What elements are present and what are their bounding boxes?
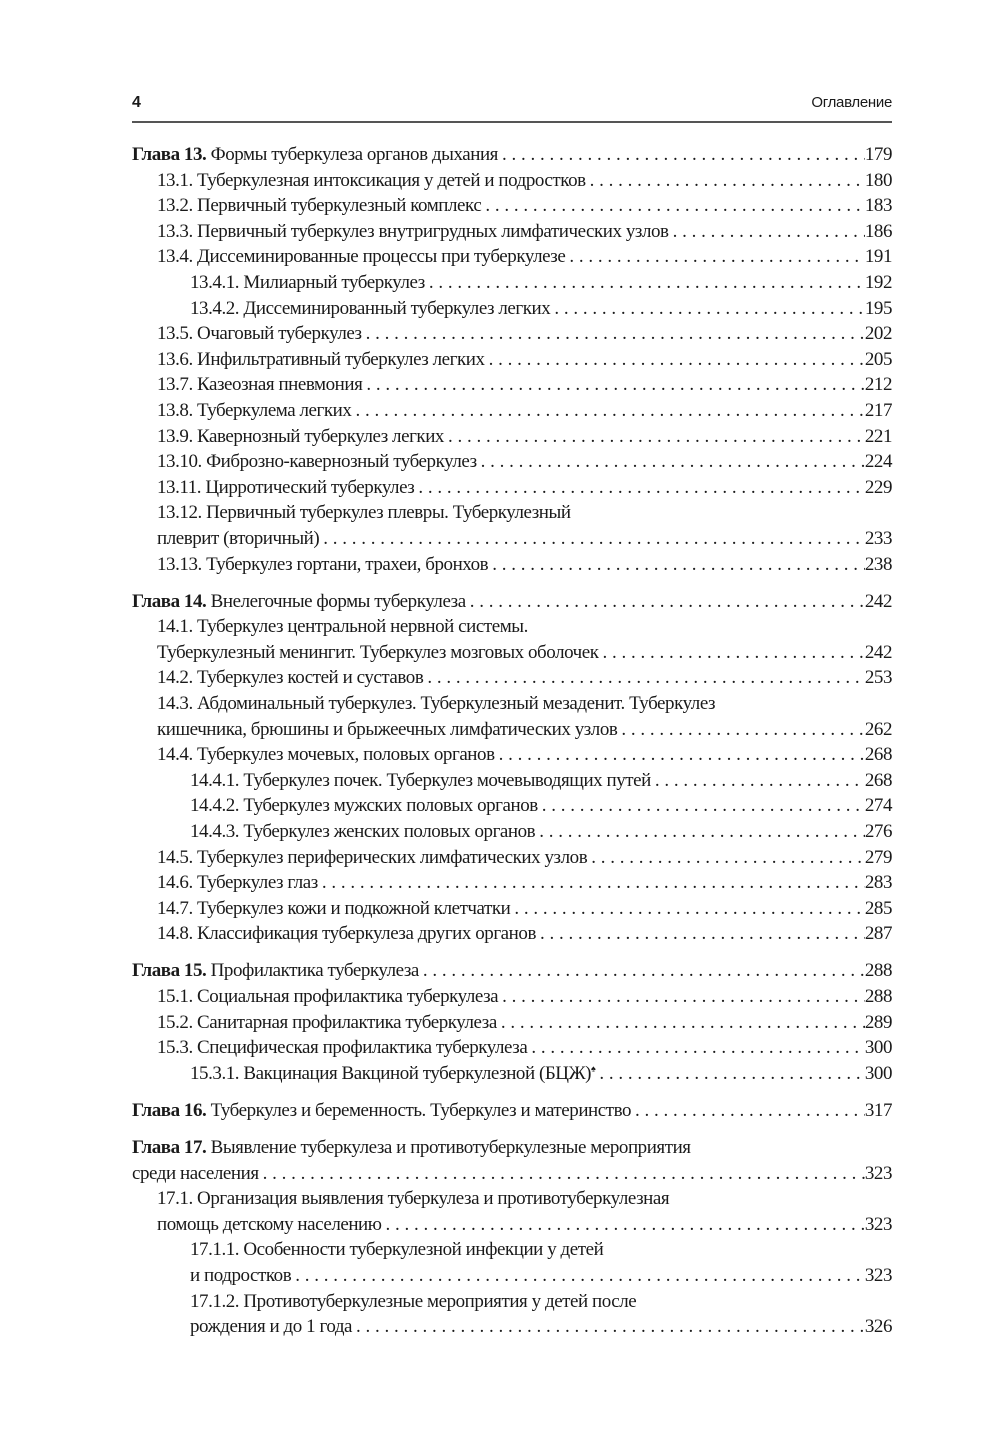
- entry-text: среди населения: [132, 1162, 259, 1184]
- toc-line: [132, 552, 892, 578]
- page-number: 205: [864, 348, 892, 370]
- page-number: 217: [864, 399, 892, 421]
- entry-title: [157, 372, 362, 398]
- page-number: 300: [864, 1062, 892, 1084]
- toc-line: [132, 526, 892, 552]
- entry-text: Внелегочные формы туберкулеза: [210, 590, 466, 612]
- toc-section[interactable]: [132, 984, 892, 1010]
- entry-title: [157, 449, 477, 475]
- entry-title: [190, 768, 651, 794]
- entry-text: 14.2. Туберкулез костей и суставов: [157, 667, 424, 689]
- toc-section[interactable]: [132, 870, 892, 896]
- dot-leader: [481, 193, 865, 219]
- toc-section[interactable]: [132, 552, 892, 578]
- entry-title: [157, 500, 571, 526]
- entry-title: [157, 168, 586, 194]
- entry-title: [157, 640, 599, 666]
- page-number: 276: [864, 820, 892, 842]
- toc-line: [132, 500, 892, 526]
- entry-title: [157, 1035, 527, 1061]
- toc-section[interactable]: [132, 1237, 892, 1288]
- dot-leader: [565, 244, 864, 270]
- toc-line: [132, 1212, 892, 1238]
- toc-section[interactable]: [132, 296, 892, 322]
- toc-section[interactable]: [132, 475, 892, 501]
- entry-title: [157, 321, 362, 347]
- toc-line: [132, 321, 892, 347]
- page-number: 300: [864, 1037, 892, 1059]
- entry-text: 13.6. Инфильтративный туберкулез легких: [157, 348, 485, 370]
- entry-title: [190, 270, 425, 296]
- toc-chapter[interactable]: [132, 589, 892, 615]
- entry-title: [190, 1314, 352, 1340]
- entry-title: [157, 244, 565, 270]
- toc-line: [132, 958, 892, 984]
- entry-title: [190, 1237, 603, 1263]
- entry-text: 13.4. Диссеминированные процессы при туберкулезе: [157, 246, 566, 268]
- entry-title: [190, 819, 535, 845]
- toc-section[interactable]: [132, 219, 892, 245]
- dot-leader: [488, 552, 865, 578]
- page-number: 285: [864, 897, 892, 919]
- entry-text: 14.4.3. Туберкулез женских половых органов: [190, 820, 536, 842]
- entry-text: 13.12. Первичный туберкулез плевры. Туберкулезный: [157, 502, 571, 524]
- page-number: 253: [864, 667, 892, 689]
- page-number: 323: [864, 1213, 892, 1235]
- entry-title: [157, 347, 485, 373]
- dot-leader: [425, 270, 865, 296]
- page-number: 323: [864, 1162, 892, 1184]
- dot-leader: [617, 717, 864, 743]
- entry-text: 14.4.1. Туберкулез почек. Туберкулез мочевыводящих путей: [190, 769, 651, 791]
- entry-title: [132, 1161, 259, 1187]
- dot-leader: [536, 921, 865, 947]
- page-number: 238: [864, 553, 892, 575]
- header-rule: [132, 121, 892, 123]
- page-number: 242: [864, 641, 892, 663]
- toc-section[interactable]: [132, 321, 892, 347]
- toc-section[interactable]: [132, 1035, 892, 1061]
- toc-line: [132, 742, 892, 768]
- entry-text: 14.6. Туберкулез глаз: [157, 872, 318, 894]
- dot-leader: [351, 398, 864, 424]
- toc-line: [132, 1135, 892, 1161]
- entry-title: [157, 424, 444, 450]
- toc-section[interactable]: [132, 1289, 892, 1340]
- entry-title: [157, 398, 351, 424]
- dot-leader: [419, 958, 865, 984]
- entry-title: [157, 526, 319, 552]
- page-number: 242: [864, 590, 892, 612]
- dot-leader: [291, 1263, 865, 1289]
- entry-text: 14.7. Туберкулез кожи и подкожной клетчатки: [157, 897, 511, 919]
- dot-leader: [498, 142, 865, 168]
- entry-text: 14.8. Классификация туберкулеза других органов: [157, 923, 536, 945]
- entry-text: 13.10. Фиброзно-кавернозный туберкулез: [157, 451, 477, 473]
- toc-line: [132, 1061, 892, 1087]
- page-number: 221: [864, 425, 892, 447]
- entry-title: [157, 896, 510, 922]
- page-number: 233: [864, 527, 892, 549]
- dot-leader: [414, 475, 864, 501]
- entry-title: [157, 193, 481, 219]
- toc-section[interactable]: [132, 168, 892, 194]
- dot-leader: [362, 372, 864, 398]
- dot-leader: [586, 168, 865, 194]
- toc-line: [132, 398, 892, 424]
- toc-section[interactable]: [132, 921, 892, 947]
- toc-line: [132, 1010, 892, 1036]
- dot-leader: [498, 984, 865, 1010]
- toc-line: [132, 793, 892, 819]
- entry-text: 17.1. Организация выявления туберкулеза и противотуберкулезная: [157, 1188, 670, 1210]
- entry-text: 14.4. Туберкулез мочевых, половых органов: [157, 744, 495, 766]
- entry-title: [190, 1263, 291, 1289]
- dot-leader: [497, 1010, 865, 1036]
- dot-leader: [587, 845, 865, 871]
- entry-text: 15.2. Санитарная профилактика туберкулеза: [157, 1011, 497, 1033]
- chapter-label: Глава 13.: [132, 144, 207, 165]
- page-number: 183: [864, 195, 892, 217]
- dot-leader: [318, 870, 865, 896]
- toc-line: [132, 870, 892, 896]
- entry-text: 14.1. Туберкулез центральной нервной системы.: [157, 616, 528, 638]
- toc-line: [132, 219, 892, 245]
- toc-line: [132, 640, 892, 666]
- toc-section[interactable]: [132, 793, 892, 819]
- toc-section[interactable]: [132, 691, 892, 742]
- toc-section[interactable]: [132, 845, 892, 871]
- entry-text: 13.4.2. Диссеминированный туберкулез легких: [190, 297, 551, 319]
- entry-text: Формы туберкулеза органов дыхания: [210, 144, 498, 165]
- toc-line: [132, 193, 892, 219]
- toc-line: [132, 449, 892, 475]
- toc-chapter[interactable]: [132, 142, 892, 168]
- dot-leader: [527, 1035, 865, 1061]
- toc-section[interactable]: [132, 244, 892, 270]
- toc-line: [132, 1263, 892, 1289]
- entry-text: 14.5. Туберкулез периферических лимфатических узлов: [157, 846, 588, 868]
- entry-text: 13.8. Туберкулема легких: [157, 399, 352, 421]
- page-number: 283: [864, 872, 892, 894]
- entry-title: [157, 552, 488, 578]
- entry-title: [157, 870, 318, 896]
- entry-title: [157, 1186, 669, 1212]
- dot-leader: [535, 819, 865, 845]
- entry-text: Выявление туберкулеза и противотуберкулезные мероприятия: [210, 1136, 691, 1158]
- toc-section[interactable]: [132, 347, 892, 373]
- entry-title: [190, 296, 550, 322]
- entry-text: 13.2. Первичный туберкулезный комплекс: [157, 195, 482, 217]
- toc-line: [132, 921, 892, 947]
- entry-text: Туберкулез и беременность. Туберкулез и материнство: [210, 1099, 632, 1121]
- toc-section[interactable]: [132, 424, 892, 450]
- chapter-label: Глава 14.: [132, 590, 207, 612]
- toc-line: [132, 347, 892, 373]
- entry-text: рождения и до 1 года: [190, 1316, 353, 1338]
- entry-text: Профилактика туберкулеза: [210, 960, 419, 982]
- chapter-label: Глава 16.: [132, 1099, 207, 1121]
- toc-line: [132, 1314, 892, 1340]
- toc-line: [132, 691, 892, 717]
- toc-line: [132, 589, 892, 615]
- dot-leader: [352, 1314, 865, 1340]
- dot-leader: [651, 768, 865, 794]
- entry-text: 13.13. Туберкулез гортани, трахеи, бронхов: [157, 553, 489, 575]
- entry-text: Туберкулезный менингит. Туберкулез мозговых оболочек: [157, 641, 599, 663]
- toc-section[interactable]: [132, 768, 892, 794]
- entry-title: [157, 845, 587, 871]
- toc-line: [132, 296, 892, 322]
- entry-text: и подростков: [190, 1264, 292, 1286]
- entry-text: 13.3. Первичный туберкулез внутригрудных лимфатических узлов: [157, 220, 669, 242]
- page-number: 4: [132, 94, 141, 111]
- page-number: 202: [864, 323, 892, 345]
- toc-line: [132, 819, 892, 845]
- toc-section[interactable]: [132, 1010, 892, 1036]
- toc-section[interactable]: [132, 193, 892, 219]
- dot-leader: [362, 321, 865, 347]
- toc-section[interactable]: [132, 398, 892, 424]
- toc-section[interactable]: [132, 500, 892, 551]
- entry-title: [157, 614, 528, 640]
- page-number: 192: [864, 271, 892, 293]
- entry-title: [132, 1135, 691, 1161]
- toc-line: [132, 1161, 892, 1187]
- entry-text: 13.1. Туберкулезная интоксикация у детей и подростков: [157, 169, 586, 191]
- page-number: 224: [864, 451, 892, 473]
- toc-line: [132, 424, 892, 450]
- entry-text: 17.1.2. Противотуберкулезные мероприятия у детей после: [190, 1290, 637, 1312]
- page-number: 279: [864, 846, 892, 868]
- page-number: 289: [864, 1011, 892, 1033]
- toc-line: [132, 1098, 892, 1124]
- dot-leader: [423, 665, 864, 691]
- entry-title: [132, 142, 498, 168]
- toc-section[interactable]: [132, 270, 892, 296]
- dot-leader: [550, 296, 865, 322]
- entry-title: [157, 984, 498, 1010]
- page-number: 288: [864, 986, 892, 1007]
- entry-text: 15.1. Социальная профилактика туберкулеза: [157, 986, 499, 1007]
- entry-title: [132, 1098, 631, 1124]
- entry-text: 13.9. Кавернозный туберкулез легких: [157, 425, 444, 447]
- footnote-mark: ♠: [591, 1063, 596, 1074]
- entry-text: 13.5. Очаговый туберкулез: [157, 323, 362, 345]
- entry-title: [190, 1061, 595, 1087]
- dot-leader: [477, 449, 865, 475]
- dot-leader: [466, 589, 865, 615]
- entry-text: 14.4.2. Туберкулез мужских половых органов: [190, 795, 538, 817]
- page-number: 191: [864, 246, 892, 268]
- page-number: 317: [864, 1099, 892, 1121]
- toc-line: [132, 984, 892, 1010]
- page-number: 180: [864, 169, 892, 191]
- page-number: 287: [864, 923, 892, 945]
- entry-text: 13.11. Цирротический туберкулез: [157, 476, 415, 498]
- entry-title: [157, 1010, 497, 1036]
- toc-line: [132, 244, 892, 270]
- toc-line: [132, 142, 892, 168]
- entry-title: [190, 793, 538, 819]
- page-number: 288: [864, 960, 892, 982]
- dot-leader: [382, 1212, 865, 1238]
- toc-line: [132, 768, 892, 794]
- toc-line: [132, 475, 892, 501]
- entry-title: [157, 921, 536, 947]
- toc-line: [132, 614, 892, 640]
- entry-text: 13.7. Казеозная пневмония: [157, 374, 363, 396]
- toc-section[interactable]: [132, 1186, 892, 1237]
- entry-title: [190, 1289, 636, 1315]
- entry-text: 14.3. Абдоминальный туберкулез. Туберкулезный мезаденит. Туберкулез: [157, 692, 716, 714]
- page-number: 274: [864, 795, 892, 817]
- page-number: 326: [864, 1316, 892, 1338]
- toc-section[interactable]: [132, 742, 892, 768]
- entry-title: [157, 219, 669, 245]
- toc-section[interactable]: [132, 614, 892, 665]
- page-number: 179: [864, 144, 892, 165]
- toc-chapter[interactable]: [132, 1098, 892, 1124]
- dot-leader: [259, 1161, 865, 1187]
- dot-leader: [485, 347, 865, 373]
- toc-section[interactable]: [132, 449, 892, 475]
- page-number: 212: [864, 374, 892, 396]
- dot-leader: [595, 1061, 864, 1087]
- toc-line: [132, 372, 892, 398]
- page-number: 323: [864, 1264, 892, 1286]
- entry-text: 13.4.1. Милиарный туберкулез: [190, 271, 425, 293]
- dot-leader: [599, 640, 865, 666]
- dot-leader: [319, 526, 865, 552]
- chapter-label: Глава 15.: [132, 960, 207, 982]
- toc-section[interactable]: [132, 665, 892, 691]
- toc-line: [132, 665, 892, 691]
- chapter-label: Глава 17.: [132, 1136, 207, 1158]
- entry-text: 17.1.1. Особенности туберкулезной инфекции у детей: [190, 1239, 604, 1261]
- dot-leader: [444, 424, 865, 450]
- entry-title: [157, 475, 414, 501]
- entry-text: 15.3.1. Вакцинация Вакциной туберкулезной (БЦЖ): [190, 1062, 592, 1084]
- entry-text: 15.3. Специфическая профилактика туберкулеза: [157, 1037, 528, 1059]
- dot-leader: [631, 1098, 865, 1124]
- entry-text: кишечника, брюшины и брыжеечных лимфатических узлов: [157, 718, 618, 740]
- page-number: 262: [864, 718, 892, 740]
- entry-title: [157, 742, 495, 768]
- dot-leader: [510, 896, 864, 922]
- running-header: [132, 92, 892, 118]
- toc-line: [132, 270, 892, 296]
- toc-section[interactable]: [132, 896, 892, 922]
- page-number: 268: [864, 769, 892, 791]
- dot-leader: [669, 219, 865, 245]
- dot-leader: [495, 742, 865, 768]
- dot-leader: [538, 793, 865, 819]
- page-number: 195: [864, 297, 892, 319]
- entry-title: [132, 589, 466, 615]
- toc-line: [132, 896, 892, 922]
- toc-line: [132, 1186, 892, 1212]
- toc-line: [132, 168, 892, 194]
- toc-section[interactable]: [132, 372, 892, 398]
- page-number: 268: [864, 744, 892, 766]
- toc-line: [132, 1237, 892, 1263]
- page-number: 186: [864, 220, 892, 242]
- toc-line: [132, 717, 892, 743]
- table-of-contents: [132, 142, 892, 1340]
- toc-line: [132, 1289, 892, 1315]
- toc-line: [132, 845, 892, 871]
- page-number: 229: [864, 476, 892, 498]
- entry-title: [132, 958, 419, 984]
- entry-title: [157, 717, 617, 743]
- entry-title: [157, 691, 715, 717]
- toc-chapter[interactable]: [132, 958, 892, 984]
- toc-section[interactable]: [132, 819, 892, 845]
- toc-chapter[interactable]: [132, 1135, 892, 1186]
- entry-text: помощь детскому населению: [157, 1213, 382, 1235]
- toc-section[interactable]: [132, 1061, 892, 1087]
- toc-line: [132, 1035, 892, 1061]
- entry-title: [157, 1212, 382, 1238]
- entry-title: [157, 665, 423, 691]
- running-title: Оглавление: [811, 94, 892, 111]
- entry-text: плеврит (вторичный): [157, 527, 320, 549]
